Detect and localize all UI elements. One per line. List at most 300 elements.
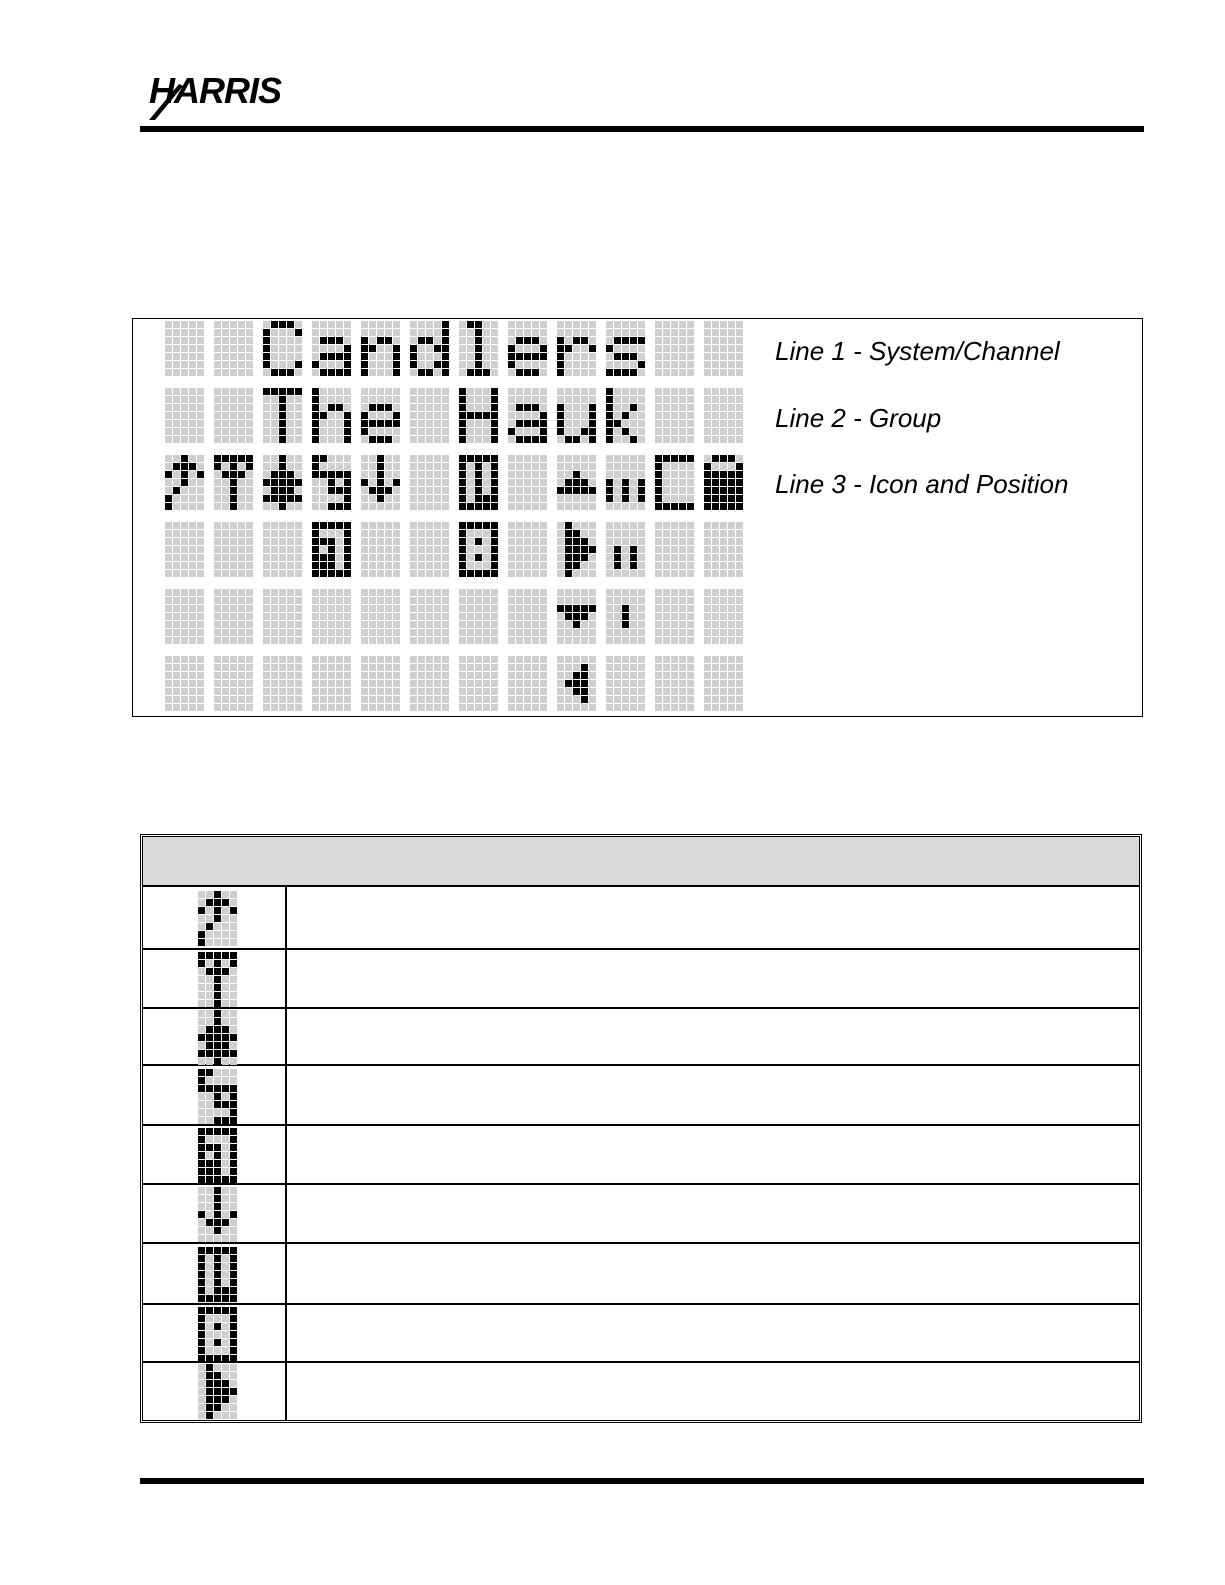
unlit-pixel <box>361 396 368 403</box>
unlit-pixel <box>606 503 613 510</box>
unlit-pixel <box>491 321 498 328</box>
lit-pixel <box>655 455 662 462</box>
unlit-pixel <box>385 680 392 687</box>
unlit-pixel <box>246 696 253 703</box>
unlit-pixel <box>459 361 466 368</box>
unlit-pixel <box>679 388 686 395</box>
unlit-pixel <box>442 613 449 620</box>
unlit-pixel <box>524 546 531 553</box>
unlit-pixel <box>557 629 564 636</box>
unlit-pixel <box>687 680 694 687</box>
unlit-pixel <box>189 621 196 628</box>
lit-pixel <box>622 337 629 344</box>
unlit-pixel <box>393 329 400 336</box>
unlit-pixel <box>532 538 539 545</box>
unlit-pixel <box>606 696 613 703</box>
unlit-pixel <box>230 353 237 360</box>
unlit-pixel <box>312 597 319 604</box>
unlit-pixel <box>426 704 433 711</box>
unlit-pixel <box>434 696 441 703</box>
lit-pixel <box>712 455 719 462</box>
lit-pixel <box>532 420 539 427</box>
unlit-pixel <box>263 487 270 494</box>
unlit-pixel <box>222 1010 229 1017</box>
unlit-pixel <box>720 637 727 644</box>
lit-pixel <box>312 530 319 537</box>
unlit-pixel <box>475 688 482 695</box>
unlit-pixel <box>630 704 637 711</box>
unlit-pixel <box>197 455 204 462</box>
lit-pixel <box>181 455 188 462</box>
unlit-pixel <box>287 428 294 435</box>
unlit-pixel <box>712 436 719 443</box>
unlit-pixel <box>165 637 172 644</box>
lit-pixel <box>467 412 474 419</box>
unlit-pixel <box>467 420 474 427</box>
unlit-pixel <box>410 637 417 644</box>
lit-pixel <box>230 1323 237 1330</box>
unlit-pixel <box>704 672 711 679</box>
unlit-pixel <box>418 503 425 510</box>
lit-pixel <box>581 487 588 494</box>
unlit-pixel <box>483 388 490 395</box>
unlit-pixel <box>508 321 515 328</box>
unlit-pixel <box>638 570 645 577</box>
lit-pixel <box>230 1144 237 1151</box>
lit-pixel <box>214 891 221 898</box>
unlit-pixel <box>679 479 686 486</box>
unlit-pixel <box>663 704 670 711</box>
unlit-pixel <box>181 704 188 711</box>
lit-pixel <box>638 487 645 494</box>
unlit-pixel <box>377 613 384 620</box>
down-arrow-icon <box>361 455 400 510</box>
lit-pixel <box>206 1026 213 1033</box>
unlit-pixel <box>377 546 384 553</box>
unlit-pixel <box>198 1396 205 1403</box>
unlit-pixel <box>198 1018 205 1025</box>
lit-pixel <box>736 463 743 470</box>
unlit-pixel <box>720 546 727 553</box>
unlit-pixel <box>720 420 727 427</box>
unlit-pixel <box>197 546 204 553</box>
unlit-pixel <box>606 613 613 620</box>
unlit-pixel <box>483 337 490 344</box>
unlit-pixel <box>418 637 425 644</box>
unlit-pixel <box>671 538 678 545</box>
unlit-pixel <box>328 530 335 537</box>
unlit-pixel <box>728 396 735 403</box>
unlit-pixel <box>483 546 490 553</box>
unlit-pixel <box>426 361 433 368</box>
unlit-pixel <box>630 471 637 478</box>
unlit-pixel <box>238 680 245 687</box>
unlit-pixel <box>377 538 384 545</box>
unlit-pixel <box>271 436 278 443</box>
unlit-pixel <box>581 329 588 336</box>
unlit-pixel <box>222 345 229 352</box>
unlit-pixel <box>442 664 449 671</box>
unlit-pixel <box>214 396 221 403</box>
unlit-pixel <box>287 353 294 360</box>
unlit-pixel <box>679 428 686 435</box>
unlit-pixel <box>638 455 645 462</box>
unlit-pixel <box>728 361 735 368</box>
unlit-pixel <box>165 562 172 569</box>
unlit-pixel <box>206 1000 213 1007</box>
unlit-pixel <box>393 621 400 628</box>
unlit-pixel <box>336 329 343 336</box>
unlit-pixel <box>728 637 735 644</box>
display-char <box>459 321 498 376</box>
lit-pixel <box>328 562 335 569</box>
unlit-pixel <box>206 931 213 938</box>
unlit-pixel <box>377 696 384 703</box>
unlit-pixel <box>728 522 735 529</box>
unlit-pixel <box>434 621 441 628</box>
unlit-pixel <box>197 495 204 502</box>
unlit-pixel <box>606 530 613 537</box>
lit-pixel <box>393 420 400 427</box>
unlit-pixel <box>173 503 180 510</box>
unlit-pixel <box>630 597 637 604</box>
unlit-pixel <box>475 404 482 411</box>
unlit-pixel <box>295 369 302 376</box>
unlit-pixel <box>214 1235 221 1242</box>
unlit-pixel <box>189 404 196 411</box>
unlit-pixel <box>418 554 425 561</box>
unlit-pixel <box>246 605 253 612</box>
unlit-pixel <box>663 329 670 336</box>
unlit-pixel <box>189 562 196 569</box>
lit-pixel <box>214 1279 221 1286</box>
unlit-pixel <box>467 621 474 628</box>
lit-pixel <box>189 463 196 470</box>
lit-pixel <box>540 412 547 419</box>
lit-pixel <box>622 428 629 435</box>
lit-pixel <box>230 1152 237 1159</box>
lit-pixel <box>214 907 221 914</box>
lit-pixel <box>165 495 172 502</box>
unlit-pixel <box>295 664 302 671</box>
unlit-pixel <box>377 570 384 577</box>
unlit-pixel <box>442 420 449 427</box>
lit-pixel <box>557 337 564 344</box>
unlit-pixel <box>222 436 229 443</box>
unlit-pixel <box>214 345 221 352</box>
unlit-pixel <box>589 562 596 569</box>
unlit-pixel <box>581 471 588 478</box>
unlit-pixel <box>712 605 719 612</box>
unlit-pixel <box>312 688 319 695</box>
unlit-pixel <box>581 530 588 537</box>
unlit-pixel <box>655 353 662 360</box>
unlit-pixel <box>671 479 678 486</box>
lit-pixel <box>230 1136 237 1143</box>
unlit-pixel <box>532 471 539 478</box>
unlit-pixel <box>483 345 490 352</box>
unlit-pixel <box>589 664 596 671</box>
unlit-pixel <box>638 546 645 553</box>
top-rule <box>140 126 1144 132</box>
unlit-pixel <box>565 495 572 502</box>
unlit-pixel <box>532 329 539 336</box>
unlit-pixel <box>214 321 221 328</box>
signal-box-icon <box>459 522 498 577</box>
unlit-pixel <box>222 680 229 687</box>
lit-pixel <box>565 436 572 443</box>
unlit-pixel <box>736 353 743 360</box>
unlit-pixel <box>328 388 335 395</box>
unlit-pixel <box>614 361 621 368</box>
unlit-pixel <box>410 629 417 636</box>
unlit-pixel <box>442 589 449 596</box>
unlit-pixel <box>328 637 335 644</box>
unlit-pixel <box>426 455 433 462</box>
unlit-pixel <box>589 613 596 620</box>
unlit-pixel <box>434 664 441 671</box>
lit-pixel <box>295 479 302 486</box>
unlit-pixel <box>540 479 547 486</box>
lit-pixel <box>320 353 327 360</box>
unlit-pixel <box>369 353 376 360</box>
unlit-pixel <box>206 1315 213 1322</box>
unlit-pixel <box>385 589 392 596</box>
lit-pixel <box>344 562 351 569</box>
unlit-pixel <box>361 404 368 411</box>
unlit-pixel <box>369 321 376 328</box>
unlit-pixel <box>712 463 719 470</box>
unlit-pixel <box>687 554 694 561</box>
unlit-pixel <box>377 562 384 569</box>
lit-pixel <box>198 907 205 914</box>
lit-pixel <box>181 463 188 470</box>
unlit-pixel <box>524 629 531 636</box>
unlit-pixel <box>614 487 621 494</box>
lit-pixel <box>524 337 531 344</box>
unlit-pixel <box>214 538 221 545</box>
unlit-pixel <box>671 696 678 703</box>
unlit-pixel <box>263 688 270 695</box>
lit-pixel <box>491 522 498 529</box>
unlit-pixel <box>532 656 539 663</box>
unlit-pixel <box>655 696 662 703</box>
unlit-pixel <box>189 680 196 687</box>
unlit-pixel <box>361 329 368 336</box>
lit-pixel <box>483 570 490 577</box>
lit-pixel <box>728 479 735 486</box>
unlit-pixel <box>679 522 686 529</box>
unlit-pixel <box>720 613 727 620</box>
right-arrow-icon <box>198 1364 237 1419</box>
unlit-pixel <box>704 621 711 628</box>
unlit-pixel <box>393 597 400 604</box>
unlit-pixel <box>655 562 662 569</box>
unlit-pixel <box>361 546 368 553</box>
lit-pixel <box>222 1247 229 1254</box>
lit-pixel <box>198 1255 205 1262</box>
unlit-pixel <box>198 1219 205 1226</box>
unlit-pixel <box>557 656 564 663</box>
unlit-pixel <box>655 329 662 336</box>
unlit-pixel <box>173 321 180 328</box>
unlit-pixel <box>238 479 245 486</box>
unlit-pixel <box>614 629 621 636</box>
unlit-pixel <box>565 455 572 462</box>
unlit-pixel <box>589 554 596 561</box>
unlit-pixel <box>222 570 229 577</box>
unlit-pixel <box>508 396 515 403</box>
lit-pixel <box>614 369 621 376</box>
unlit-pixel <box>189 664 196 671</box>
lit-pixel <box>704 479 711 486</box>
unlit-pixel <box>622 546 629 553</box>
unlit-pixel <box>581 361 588 368</box>
lit-pixel <box>483 495 490 502</box>
unlit-pixel <box>385 672 392 679</box>
unlit-pixel <box>540 455 547 462</box>
unlit-pixel <box>418 605 425 612</box>
unlit-pixel <box>377 554 384 561</box>
lit-pixel <box>655 471 662 478</box>
unlit-pixel <box>263 696 270 703</box>
unlit-pixel <box>410 487 417 494</box>
unlit-pixel <box>173 345 180 352</box>
lit-pixel <box>279 388 286 395</box>
unlit-pixel <box>230 1187 237 1194</box>
antenna-icon-glyph <box>198 952 237 1007</box>
unlit-pixel <box>532 696 539 703</box>
unlit-pixel <box>230 361 237 368</box>
lit-pixel <box>573 436 580 443</box>
unlit-pixel <box>189 589 196 596</box>
unlit-pixel <box>418 495 425 502</box>
unlit-pixel <box>426 546 433 553</box>
unlit-pixel <box>263 321 270 328</box>
lit-pixel <box>320 538 327 545</box>
unlit-pixel <box>263 463 270 470</box>
unlit-pixel <box>287 613 294 620</box>
unlit-pixel <box>442 637 449 644</box>
unlit-pixel <box>410 570 417 577</box>
lit-pixel <box>377 471 384 478</box>
unlit-pixel <box>516 471 523 478</box>
unlit-pixel <box>557 495 564 502</box>
unlit-pixel <box>442 597 449 604</box>
encryption-icon-glyph <box>198 1247 237 1302</box>
unlit-pixel <box>197 554 204 561</box>
lit-pixel <box>279 404 286 411</box>
unlit-pixel <box>369 570 376 577</box>
unlit-pixel <box>491 345 498 352</box>
unlit-pixel <box>581 404 588 411</box>
unlit-pixel <box>467 479 474 486</box>
unlit-pixel <box>385 656 392 663</box>
unlit-pixel <box>712 629 719 636</box>
unlit-pixel <box>638 672 645 679</box>
unlit-pixel <box>344 688 351 695</box>
lit-pixel <box>434 345 441 352</box>
unlit-pixel <box>704 597 711 604</box>
lit-pixel <box>361 353 368 360</box>
lit-pixel <box>263 388 270 395</box>
unlit-pixel <box>279 613 286 620</box>
unlit-pixel <box>238 420 245 427</box>
unlit-pixel <box>271 597 278 604</box>
unlit-pixel <box>475 656 482 663</box>
unlit-pixel <box>320 530 327 537</box>
lit-pixel <box>687 455 694 462</box>
lit-pixel <box>230 1339 237 1346</box>
unlit-pixel <box>287 680 294 687</box>
unlit-pixel <box>222 495 229 502</box>
lit-pixel <box>557 487 564 494</box>
unlit-pixel <box>263 570 270 577</box>
unlit-pixel <box>483 396 490 403</box>
unlit-pixel <box>712 321 719 328</box>
unlit-pixel <box>230 1235 237 1242</box>
unlit-pixel <box>614 538 621 545</box>
unlit-pixel <box>295 672 302 679</box>
lit-pixel <box>589 412 596 419</box>
unlit-pixel <box>246 522 253 529</box>
unlit-pixel <box>508 704 515 711</box>
unlit-pixel <box>516 680 523 687</box>
unlit-pixel <box>418 672 425 679</box>
unlit-pixel <box>540 487 547 494</box>
lit-pixel <box>198 1279 205 1286</box>
unlit-pixel <box>287 629 294 636</box>
unlit-pixel <box>540 605 547 612</box>
unlit-pixel <box>426 479 433 486</box>
lit-pixel <box>491 479 498 486</box>
unlit-pixel <box>165 554 172 561</box>
unlit-pixel <box>516 664 523 671</box>
unlit-pixel <box>434 562 441 569</box>
unlit-pixel <box>540 672 547 679</box>
unlit-pixel <box>704 404 711 411</box>
lit-pixel <box>206 1160 213 1167</box>
unlit-pixel <box>426 688 433 695</box>
unlit-pixel <box>320 664 327 671</box>
lit-pixel <box>263 361 270 368</box>
lit-pixel <box>532 436 539 443</box>
unlit-pixel <box>606 337 613 344</box>
lit-pixel <box>230 1331 237 1338</box>
unlit-pixel <box>361 487 368 494</box>
unlit-pixel <box>181 621 188 628</box>
unlit-pixel <box>557 546 564 553</box>
unlit-pixel <box>410 388 417 395</box>
unlit-pixel <box>393 522 400 529</box>
unlit-pixel <box>344 656 351 663</box>
unlit-pixel <box>222 1263 229 1270</box>
unlit-pixel <box>418 597 425 604</box>
unlit-pixel <box>434 613 441 620</box>
unlit-pixel <box>230 388 237 395</box>
unlit-pixel <box>197 487 204 494</box>
unlit-pixel <box>687 589 694 596</box>
unlit-pixel <box>589 656 596 663</box>
unlit-pixel <box>385 503 392 510</box>
unlit-pixel <box>385 605 392 612</box>
unlit-pixel <box>540 522 547 529</box>
unlit-pixel <box>736 664 743 671</box>
unlit-pixel <box>671 605 678 612</box>
unlit-pixel <box>671 664 678 671</box>
unlit-pixel <box>483 688 490 695</box>
unlit-pixel <box>565 629 572 636</box>
